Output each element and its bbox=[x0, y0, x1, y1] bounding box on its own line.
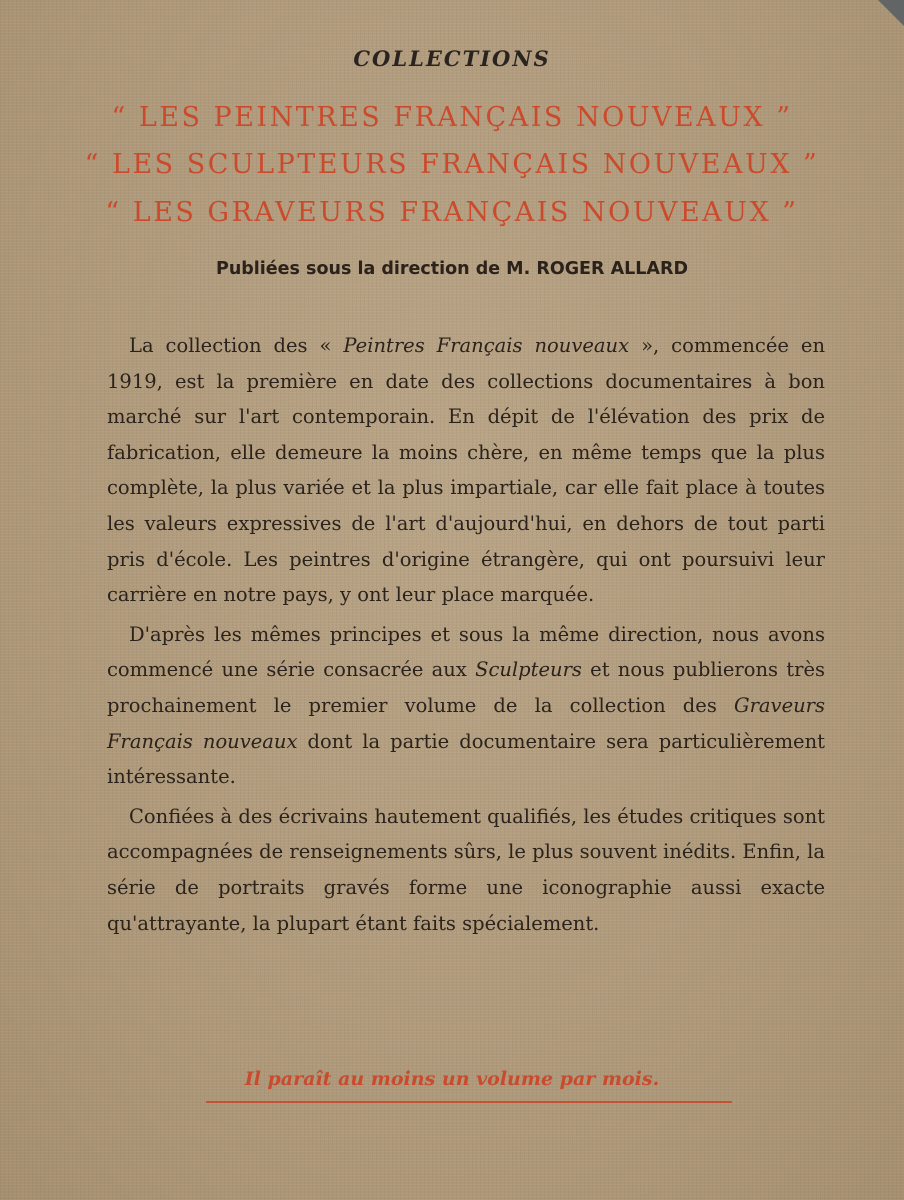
series-title-sculpteurs: “ LES SCULPTEURS FRANÇAIS NOUVEAUX ” bbox=[84, 149, 820, 180]
paragraph-2-text-c: dont la partie documentaire sera particulièrement intéressante. bbox=[107, 729, 825, 789]
series-title-peintres: “ LES PEINTRES FRANÇAIS NOUVEAUX ” bbox=[111, 102, 793, 133]
publication-frequency-note: Il paraît au moins un volume par mois. bbox=[244, 1068, 660, 1090]
footer-underline bbox=[206, 1101, 732, 1103]
paragraph-2-text-a: D'après les mêmes principes et sous la même direction, nous avons commencé une série consacrée aux bbox=[107, 622, 825, 682]
paragraph-2-title-graveurs: Graveurs Français nouveaux bbox=[107, 693, 825, 753]
paragraph-2-text-b: et nous publierons très prochainement le premier volume de la collection des bbox=[107, 658, 826, 717]
paragraph-3-text: Confiées à des écrivains hautement qualifiés, les études critiques sont accompagnées de renseignements sûrs, le plus souvent inédits. Enfin, la série de portraits gravés forme une iconographie aussi exacte qu'attrayante, la plupart étant faits spécialement. bbox=[107, 804, 825, 935]
paragraph-1 bbox=[107, 328, 825, 613]
body-text bbox=[107, 328, 825, 945]
collections-heading: COLLECTIONS bbox=[353, 46, 551, 71]
paragraph-2-title-sculpteurs: Sculpteurs bbox=[475, 658, 582, 682]
paragraph-1-text-a: La collection des « bbox=[129, 334, 344, 357]
editor-credit: Publiées sous la direction de M. ROGER ALLARD bbox=[216, 259, 688, 279]
paragraph-1-title-peintres: Peintres Français nouveaux bbox=[343, 334, 630, 357]
paragraph-3 bbox=[107, 799, 825, 941]
series-title-graveurs: “ LES GRAVEURS FRANÇAIS NOUVEAUX ” bbox=[105, 197, 799, 228]
paragraph-2 bbox=[107, 617, 825, 795]
page-corner-tab bbox=[878, 0, 904, 26]
paragraph-1-text-b: », commencée en 1919, est la première en date des collections documentaires à bon marché sur l'art contemporain. En dépit de l'élévation des prix de fabrication, elle demeure la moins chère, en même temps que la plus complète, la plus variée et la plus impartiale, car elle fait place à toutes les valeurs expressives de l'art d'aujourd'hui, en dehors de tout parti pris d'école. Les peintres d'origine étrangère, qui ont poursuivi leur carrière en notre pays, y ont leur place marquée. bbox=[107, 334, 825, 607]
